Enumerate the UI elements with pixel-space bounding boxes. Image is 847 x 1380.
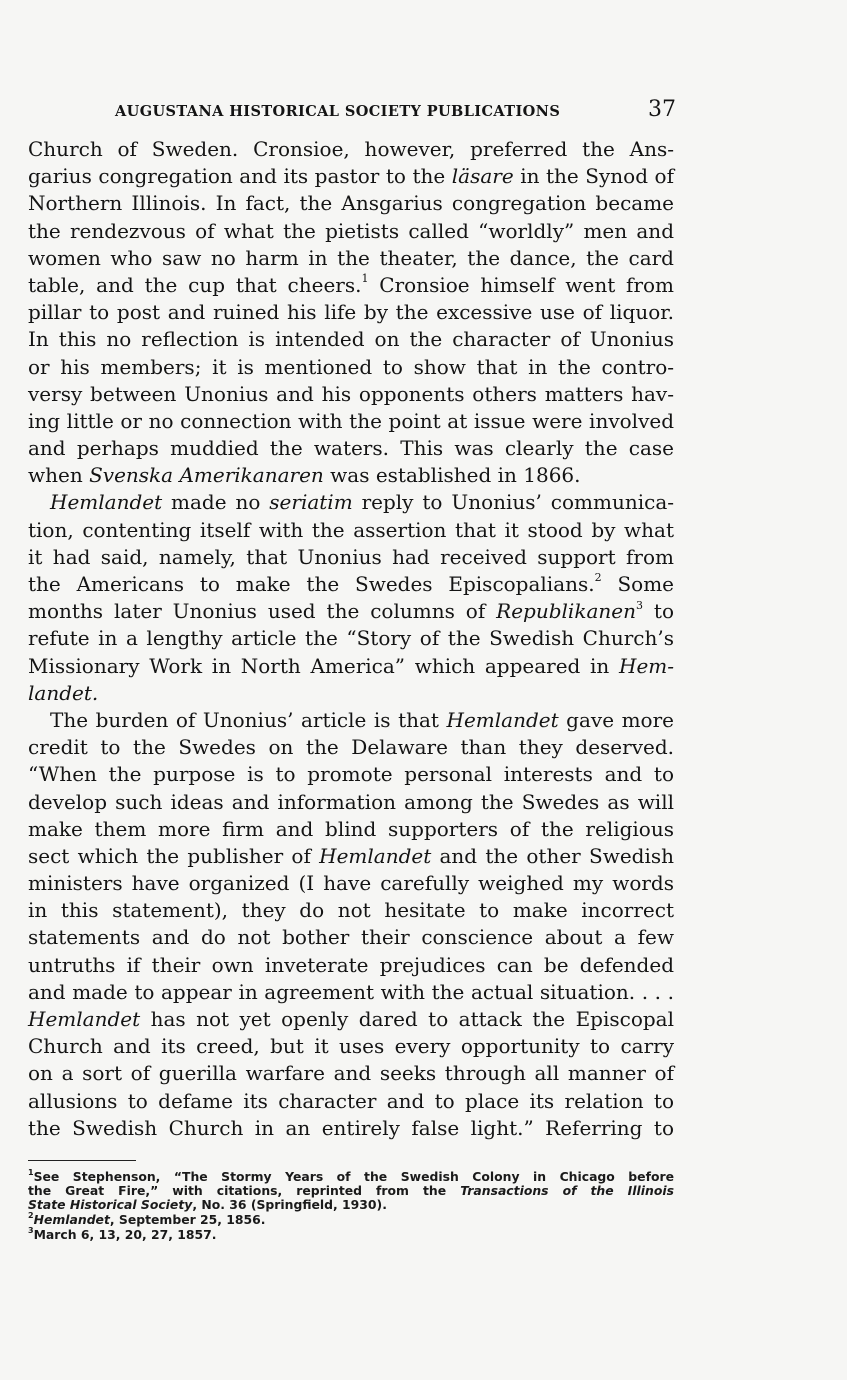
paragraph-2 [28,489,674,707]
footnote-3 [28,1225,674,1242]
text-line: the Swedish Church in an entirely false light.” Referring to [28,1115,674,1140]
text-line: and perhaps muddied the waters. This was clearly the case [28,436,674,461]
footnote-line: the Great Fire,” with citations, reprinted from the Transactions of the Illinois [28,1183,674,1198]
text-line: the rendezvous of what the pietists called “worldly” men and [28,218,674,243]
text-line: Hemlandet made no seriatim reply to Unonius’ communica- [50,490,675,515]
text-line: Hemlandet has not yet openly dared to attack the Episcopal [28,1007,674,1031]
footnote-ref-2: 2 [594,571,602,585]
text-line: ing little or no connection with the point at issue were involved [28,408,674,433]
text-line: it had said, namely, that Unonius had received support from [28,544,674,569]
text-line: untruths if their own inveterate prejudices can be defended [28,952,674,977]
text-line: Missionary Work in North America” which appeared in Hem- [28,653,674,678]
page-number: 37 [648,97,676,122]
text-line: women who saw no harm in the theater, the dance, the card [28,245,674,270]
text-line: versy between Unonius and his opponents others matters hav- [28,381,674,406]
text-line: ministers have organized (I have carefully weighed my words [28,871,674,896]
text-line: tion, contenting itself with the assertion that it stood by what [28,517,674,542]
footnote-line: $^1$See Stephenson, “The Stormy Years of the Swedish Colony in Chicago before [28,1167,674,1184]
footnote-1 [28,1167,674,1212]
footnotes [28,1167,674,1243]
text-line: or his members; it is mentioned to show that in the contro- [28,354,674,379]
text-line: landet. [28,680,99,705]
text-line: statements and do not bother their conscience about a few [28,925,674,950]
footnote-line: State Historical Society, No. 36 (Springfield, 1930). [28,1197,387,1212]
text-line: the Americans to make the Swedes Episcopalians.$^2$ Some [28,571,675,596]
text-line: develop such ideas and information among the Swedes as will [28,789,674,814]
text-line: Church and its creed, but it uses every opportunity to carry [28,1034,674,1059]
footnote-line: $^2$Hemlandet, September 25, 1856. [28,1210,266,1227]
text-line: on a sort of guerilla warfare and seeks through all manner of [28,1061,674,1086]
text-line: allusions to defame its character and to place its relation to [28,1088,674,1113]
footnote-2 [28,1210,674,1227]
body-text [28,136,674,1142]
footnote-ref-1: 1 [361,272,369,286]
text-line: The burden of Unonius’ article is that Hemlandet gave more [50,707,674,732]
footnote-line: $^3$March 6, 13, 20, 27, 1857. [28,1225,217,1242]
text-line: credit to the Swedes on the Delaware than they deserved. [28,735,674,760]
page-header [28,97,676,127]
text-line: months later Unonius used the columns of Republikanen$^3$ to [28,598,674,624]
text-line: refute in a lengthy article the “Story of the Swedish Church’s [28,626,674,651]
text-line: “When the purpose is to promote personal interests and to [28,762,674,787]
text-line: in this statement), they do not hesitate to make incorrect [28,898,674,923]
paragraph-3 [28,707,674,1142]
text-line: Northern Illinois. In fact, the Ansgarius congregation became [28,191,674,216]
running-head: AUGUSTANA HISTORICAL SOCIETY PUBLICATIONS [115,103,561,120]
text-line: Church of Sweden. Cronsioe, however, preferred the Ans- [28,137,674,161]
text-line: pillar to post and ruined his life by the excessive use of liquor. [28,300,674,325]
footnote-ref-3: 3 [635,598,643,612]
text-line: In this no reflection is intended on the character of Unonius [28,327,674,352]
text-line: when Svenska Amerikanaren was established in 1866. [28,463,581,488]
text-line: sect which the publisher of Hemlandet and the other Swedish [28,843,674,868]
footnote-divider [28,1160,136,1161]
text-line: make them more firm and blind supporters of the religious [28,816,674,841]
text-line: table, and the cup that cheers.$^1$ Cronsioe himself went from [28,272,675,297]
text-line: garius congregation and its pastor to the läsare in the Synod of [28,164,674,189]
paragraph-1 [28,136,674,489]
text-line: and made to appear in agreement with the actual situation. . . . [28,979,674,1004]
